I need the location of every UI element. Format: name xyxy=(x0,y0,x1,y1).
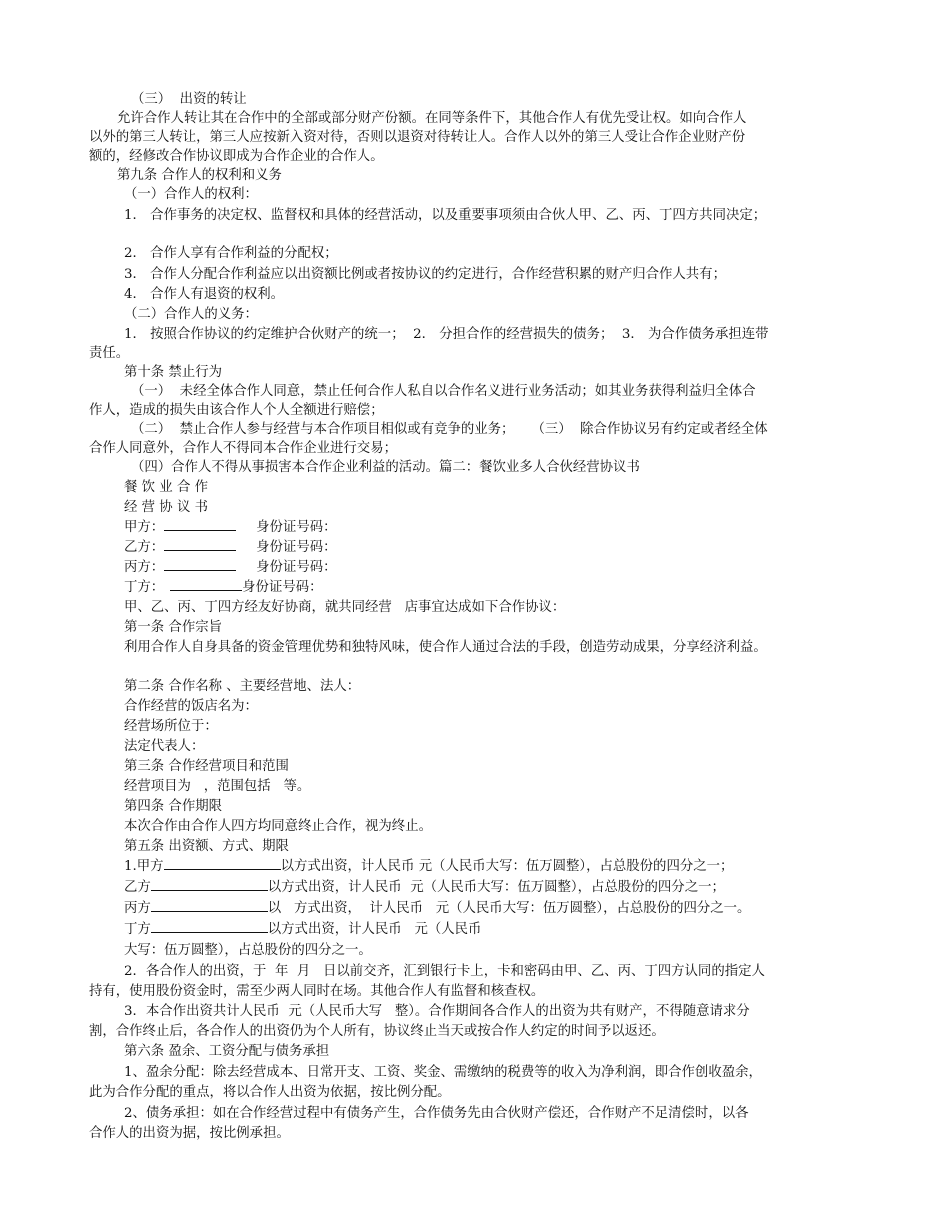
capital-d-text: 以方式出资，计人民币 元（人民币 xyxy=(267,922,482,937)
article-heading: 第六条 盈余、工资分配与债务承担 xyxy=(124,1044,330,1059)
title-line: 餐 饮 业 合 作 xyxy=(124,480,208,495)
paragraph-line: 此为合作分配的重点，将以合作人出资为依据，按比例分配。 xyxy=(89,1085,451,1100)
party-c-line xyxy=(124,558,337,577)
capital-b-line xyxy=(124,878,725,897)
paragraph-line: 允许合作人转让其在合作中的全部或部分财产份额。在同等条件下，其他合作人有优先受让权。如向合作人 xyxy=(117,111,747,126)
capital-c-text: 以 方式出资， 计人民币 元（人民币大写：伍万圆整），占总股份的四分之一。 xyxy=(267,901,751,916)
party-a-label: 甲方： xyxy=(124,520,165,535)
paragraph-line: 3．本合作出资共计人民币 元（人民币大写 整）。合作期间各合作人的出资为共有财产，不得随意请求分 xyxy=(124,1004,750,1019)
list-item: 3． 合作人分配合作利益应以出资额比例或者按协议的约定进行，合作经营积累的财产归合作人共有； xyxy=(124,267,726,282)
paragraph-line: 额的，经修改合作协议即成为合作企业的合作人。 xyxy=(89,149,384,164)
blank-underline xyxy=(164,518,236,531)
paragraph-line: 2．各合作人的出资，于 年 月 日以前交齐，汇到银行卡上，卡和密码由甲、乙、丙、丁四方认同的指定人 xyxy=(124,964,765,979)
blank-underline xyxy=(170,578,242,591)
list-item: 1． 合作事务的决定权、监督权和具体的经营活动，以及重要事项须由合伙人甲、乙、丙、丁四方共同决定； xyxy=(124,208,767,223)
capital-d-prefix: 丁方 xyxy=(124,922,151,937)
paragraph-line: （四）合作人不得从事损害本合作企业利益的活动。篇二：餐饮业多人合伙经营协议书 xyxy=(131,460,640,475)
paragraph-line: 本次合作由合作人四方均同意终止合作，视为终止。 xyxy=(124,819,432,834)
party-b-line xyxy=(124,538,337,557)
paragraph-line: 合作人同意外，合作人不得同本合作企业进行交易； xyxy=(89,441,397,456)
section-heading: （三） 出资的转让 xyxy=(131,92,247,107)
paragraph-line: 经营项目为 ，范围包括 等。 xyxy=(124,779,311,794)
capital-a-prefix: 1.甲方 xyxy=(124,859,164,874)
blank-underline xyxy=(164,538,236,551)
paragraph-line: 经营场所位于： xyxy=(124,719,218,734)
paragraph-line: 大写：伍万圆整），占总股份的四分之一。 xyxy=(124,943,372,958)
party-a-line xyxy=(124,518,337,537)
blank-underline xyxy=(164,857,281,870)
capital-d-line xyxy=(124,920,481,939)
paragraph-line: 甲、乙、丙、丁四方经友好协商，就共同经营 店事宜达成如下合作协议： xyxy=(124,600,566,615)
article-heading: 第五条 出资额、方式、期限 xyxy=(124,839,289,854)
article-heading: 第三条 合作经营项目和范围 xyxy=(124,759,289,774)
title-line: 经 营 协 议 书 xyxy=(124,500,208,515)
capital-c-prefix: 丙方 xyxy=(124,901,151,916)
list-item: 4． 合作人有退资的权利。 xyxy=(124,287,285,302)
paragraph-line: 作人，造成的损失由该合作人个人全额进行赔偿； xyxy=(89,403,384,418)
paragraph-line: （一） 未经全体合作人同意，禁止任何合作人私自以合作名义进行业务活动；如其业务获得利益归全体合 xyxy=(131,384,756,399)
party-d-line xyxy=(124,578,323,597)
blank-underline xyxy=(151,920,268,933)
article-heading: 第十条 禁止行为 xyxy=(124,365,222,380)
article-heading: 第一条 合作宗旨 xyxy=(124,620,222,635)
paragraph-line: 持有，使用股份资金时，需至少两人同时在场。其他合作人有监督和核查权。 xyxy=(89,984,545,999)
article-heading: 第四条 合作期限 xyxy=(124,799,222,814)
capital-b-text: 以方式出资，计人民币 元（人民币大写：伍万圆整），占总股份的四分之一； xyxy=(267,880,725,895)
list-item: 2． 合作人享有合作利益的分配权； xyxy=(124,246,338,261)
sub-heading: （二）合作人的义务： xyxy=(124,307,258,322)
paragraph-line: 以外的第三人转让，第三人应按新入资对待，否则以退资对待转让人。合作人以外的第三人受让合作企业财产份 xyxy=(89,130,746,145)
paragraph-line: 1、盈余分配：除去经营成本、日常开支、工资、奖金、需缴纳的税费等的收入为净利润，即合作创收盈余， xyxy=(124,1065,762,1080)
paragraph-line: 责任。 xyxy=(89,346,130,361)
blank-underline xyxy=(164,558,236,571)
capital-c-line xyxy=(124,899,750,918)
paragraph-line: （二） 禁止合作人参与经营与本合作项目相似或有竞争的业务； （三） 除合作协议另有约定或者经全体 xyxy=(131,422,768,437)
party-b-label: 乙方： xyxy=(124,540,165,555)
id-number-label: 身份证号码： xyxy=(256,560,337,575)
blank-underline xyxy=(151,899,268,912)
blank-underline xyxy=(151,878,268,891)
capital-b-prefix: 乙方 xyxy=(124,880,151,895)
article-heading: 第九条 合作人的权利和义务 xyxy=(117,168,282,183)
capital-a-line xyxy=(124,857,733,876)
paragraph-line: 合作人的出资为据，按比例承担。 xyxy=(89,1126,290,1141)
list-item: 1． 按照合作协议的约定维护合伙财产的统一； 2． 分担合作的经营损失的债务； 3． 为合作债务承担连带 xyxy=(124,327,769,342)
party-d-label: 丁方： xyxy=(124,580,165,595)
party-c-label: 丙方： xyxy=(124,560,165,575)
paragraph-line: 法定代表人： xyxy=(124,739,205,754)
id-number-label: 身份证号码： xyxy=(256,540,337,555)
capital-a-text: 以方式出资，计人民币 元（人民币大写：伍万圆整），占总股份的四分之一； xyxy=(280,859,734,874)
paragraph-line: 合作经营的饭店名为： xyxy=(124,699,258,714)
paragraph-line: 2、债务承担：如在合作经营过程中有债务产生，合作债务先由合伙财产偿还，合作财产不足清偿时，以各 xyxy=(124,1106,749,1121)
paragraph-line: 割，合作终止后，各合作人的出资仍为个人所有，协议终止当天或按合作人约定的时间予以返还。 xyxy=(89,1024,665,1039)
id-number-label: 身份证号码： xyxy=(242,580,323,595)
paragraph-line: 利用合作人自身具备的资金管理优势和独特风味，使合作人通过合法的手段，创造劳动成果，分享经济利益。 xyxy=(124,640,767,655)
article-heading: 第二条 合作名称 、主要经营地、法人： xyxy=(124,679,361,694)
id-number-label: 身份证号码： xyxy=(256,520,337,535)
sub-heading: （一）合作人的权利： xyxy=(124,187,258,202)
